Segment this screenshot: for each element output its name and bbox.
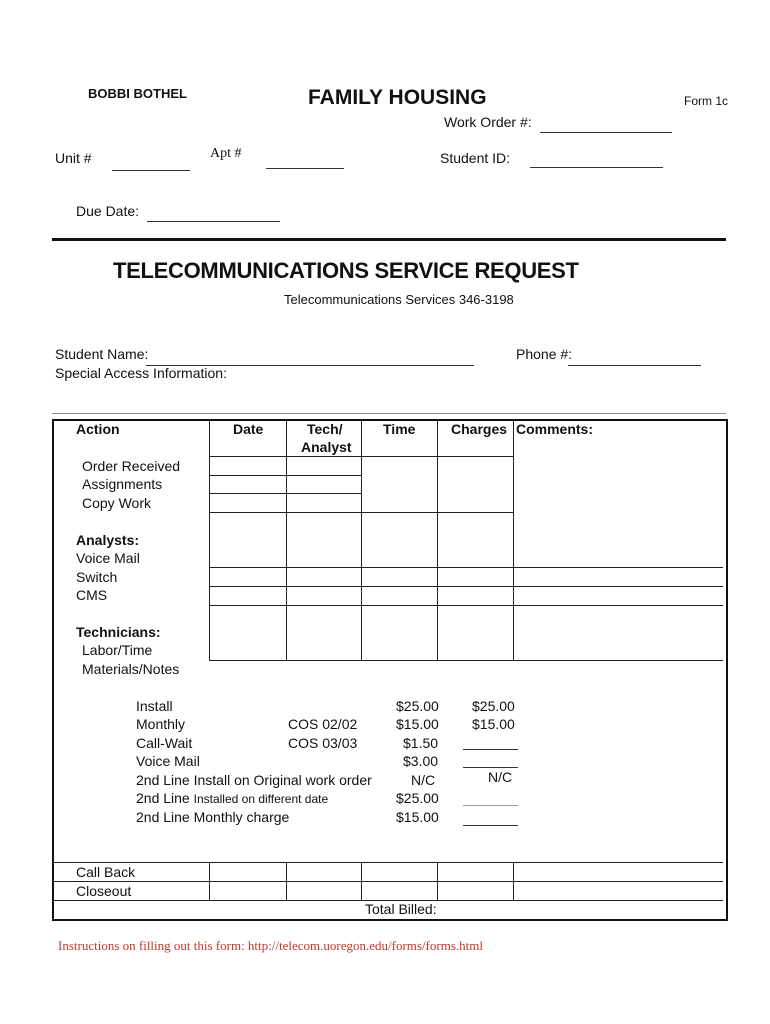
material-price: $1.50	[403, 735, 439, 751]
col-header-action: Action	[76, 421, 120, 437]
material-item: Install	[136, 698, 173, 714]
page-title: FAMILY HOUSING	[308, 86, 487, 109]
section-subtitle: Telecommunications Services 346-3198	[284, 292, 514, 307]
material-price: N/C	[411, 772, 436, 788]
material-charge-field[interactable]	[463, 767, 518, 768]
unit-field[interactable]	[112, 170, 190, 171]
col-header-comments: Comments:	[516, 421, 594, 437]
material-price: $15.00	[396, 809, 439, 825]
student-name-label: Student Name:	[55, 346, 149, 362]
phone-field[interactable]	[568, 365, 701, 366]
special-access-field[interactable]	[52, 413, 726, 414]
material-item: Voice Mail	[136, 753, 200, 769]
row-materials-notes: Materials/Notes	[82, 661, 180, 677]
row-assignments: Assignments	[82, 476, 163, 492]
material-item-note: Installed on different date	[193, 792, 329, 806]
material-charge: N/C	[488, 769, 513, 785]
material-charge-field[interactable]	[463, 749, 518, 750]
col-header-time: Time	[383, 421, 416, 437]
row-copy-work: Copy Work	[82, 495, 151, 511]
row-labor-time: Labor/Time	[82, 642, 153, 658]
material-code: COS 03/03	[288, 735, 358, 751]
row-switch: Switch	[76, 569, 118, 585]
due-date-label: Due Date:	[76, 203, 140, 219]
row-closeout: Closeout	[76, 883, 132, 899]
work-order-field[interactable]	[540, 132, 672, 133]
material-price: $25.00	[396, 790, 439, 806]
material-item: Monthly	[136, 716, 186, 732]
apt-field[interactable]	[266, 168, 344, 169]
student-id-field[interactable]	[530, 167, 663, 168]
unit-label: Unit #	[55, 150, 92, 166]
section-title: TELECOMMUNICATIONS SERVICE REQUEST	[113, 258, 579, 283]
material-item: 2nd Line Monthly charge	[136, 809, 290, 825]
apt-label: Apt #	[210, 146, 242, 161]
col-header-charges: Charges	[451, 421, 508, 437]
material-item: Call-Wait	[136, 735, 193, 751]
col-header-date: Date	[233, 421, 264, 437]
material-price: $3.00	[403, 753, 439, 769]
material-price: $15.00	[396, 716, 439, 732]
material-code: COS 02/02	[288, 716, 358, 732]
row-cms: CMS	[76, 587, 108, 603]
form-id: Form 1c	[684, 94, 729, 108]
row-technicians: Technicians:	[76, 624, 161, 640]
material-item	[136, 790, 328, 806]
name-label: BOBBI BOTHEL	[88, 86, 187, 101]
work-order-label: Work Order #:	[444, 114, 532, 130]
material-price: $25.00	[396, 698, 439, 714]
row-call-back: Call Back	[76, 864, 136, 880]
instructions-link[interactable]: Instructions on filling out this form: http://telecom.uoregon.edu/forms/forms.html	[58, 938, 483, 953]
total-billed-label: Total Billed:	[365, 901, 437, 917]
student-id-label: Student ID:	[440, 150, 511, 166]
row-voice-mail: Voice Mail	[76, 550, 140, 566]
special-access-label: Special Access Information:	[55, 365, 227, 381]
due-date-field[interactable]	[147, 221, 280, 222]
header-divider	[52, 238, 726, 241]
material-charge: $15.00	[472, 716, 515, 732]
col-header-analyst: Analyst	[301, 439, 352, 455]
material-charge-field[interactable]	[463, 825, 518, 826]
material-item-main: 2nd Line	[136, 790, 190, 806]
material-charge: $25.00	[472, 698, 515, 714]
material-charge-field[interactable]	[463, 805, 518, 806]
row-order-received: Order Received	[82, 458, 181, 474]
phone-label: Phone #:	[516, 346, 573, 362]
row-analysts: Analysts:	[76, 532, 140, 548]
material-item: 2nd Line Install on Original work order	[136, 772, 372, 788]
col-header-tech: Tech/	[307, 421, 343, 437]
